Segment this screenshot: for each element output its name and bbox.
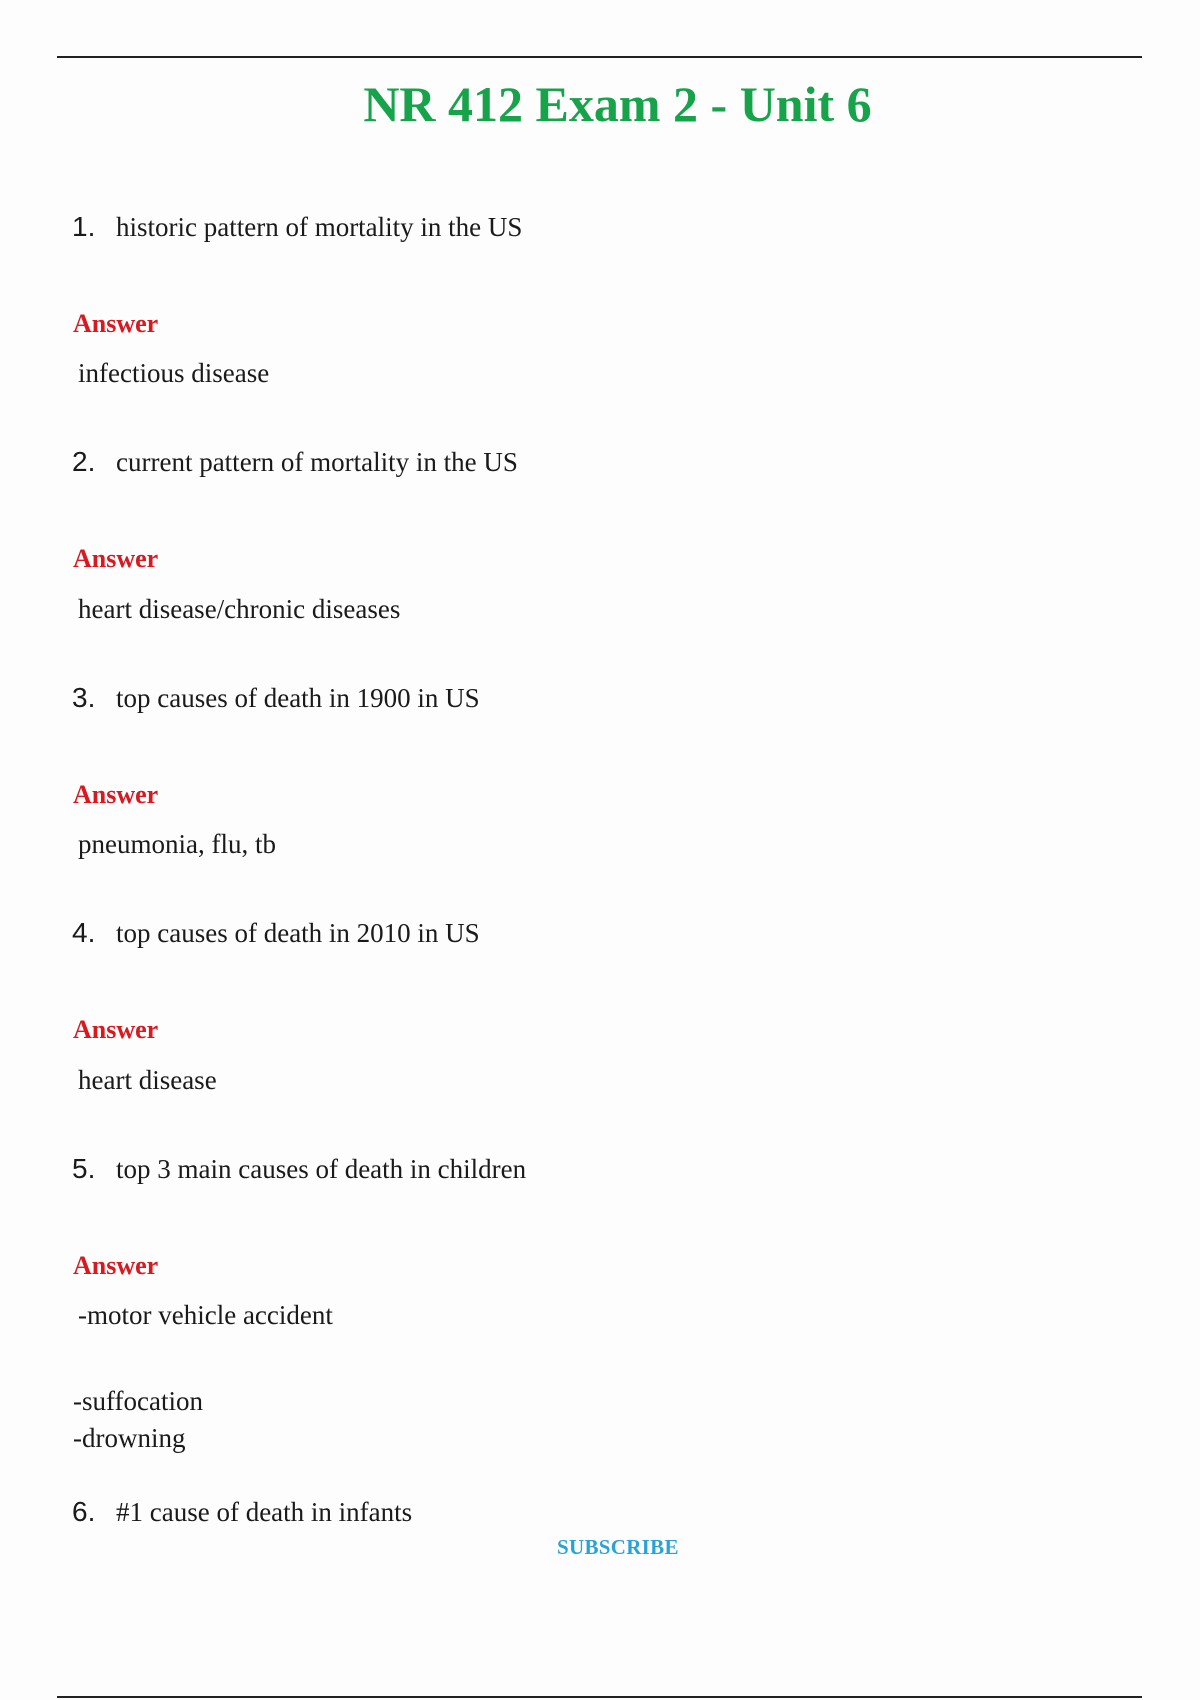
question-6 [72, 1494, 412, 1530]
answer-label-3: Answer [73, 780, 159, 809]
question-3 [72, 680, 480, 716]
question-text: top causes of death in 1900 in US [116, 683, 480, 713]
question-text: top 3 main causes of death in children [116, 1154, 527, 1184]
question-4 [72, 915, 480, 951]
subscribe-link[interactable]: SUBSCRIBE [557, 1535, 679, 1559]
answer-text-2: heart disease/chronic diseases [78, 594, 401, 624]
answer-label-5: Answer [73, 1251, 159, 1280]
top-rule [57, 56, 1142, 58]
answer-label-4: Answer [73, 1015, 159, 1044]
question-text: current pattern of mortality in the US [116, 447, 518, 477]
question-number: 1. [72, 211, 96, 242]
document-title: NR 412 Exam 2 - Unit 6 [363, 76, 872, 132]
question-1 [72, 209, 522, 245]
answer-text-5-line-3: -drowning [73, 1423, 186, 1453]
answer-label-2: Answer [73, 544, 159, 573]
answer-text-4: heart disease [78, 1065, 217, 1095]
question-number: 5. [72, 1153, 96, 1184]
answer-text-5-line-2: -suffocation [73, 1386, 203, 1416]
question-number: 3. [72, 682, 96, 713]
question-number: 2. [72, 446, 96, 477]
question-text: top causes of death in 2010 in US [116, 918, 480, 948]
answer-text-3: pneumonia, flu, tb [78, 829, 276, 859]
answer-label-1: Answer [73, 309, 159, 338]
question-text: historic pattern of mortality in the US [116, 212, 523, 242]
question-number: 4. [72, 917, 96, 948]
question-5 [72, 1151, 526, 1187]
answer-text-5-line-1: -motor vehicle accident [78, 1300, 333, 1330]
question-number: 6. [72, 1496, 96, 1527]
answer-text-1: infectious disease [78, 358, 270, 388]
question-text: #1 cause of death in infants [116, 1497, 413, 1527]
question-2 [72, 444, 518, 480]
bottom-rule [57, 1696, 1142, 1698]
